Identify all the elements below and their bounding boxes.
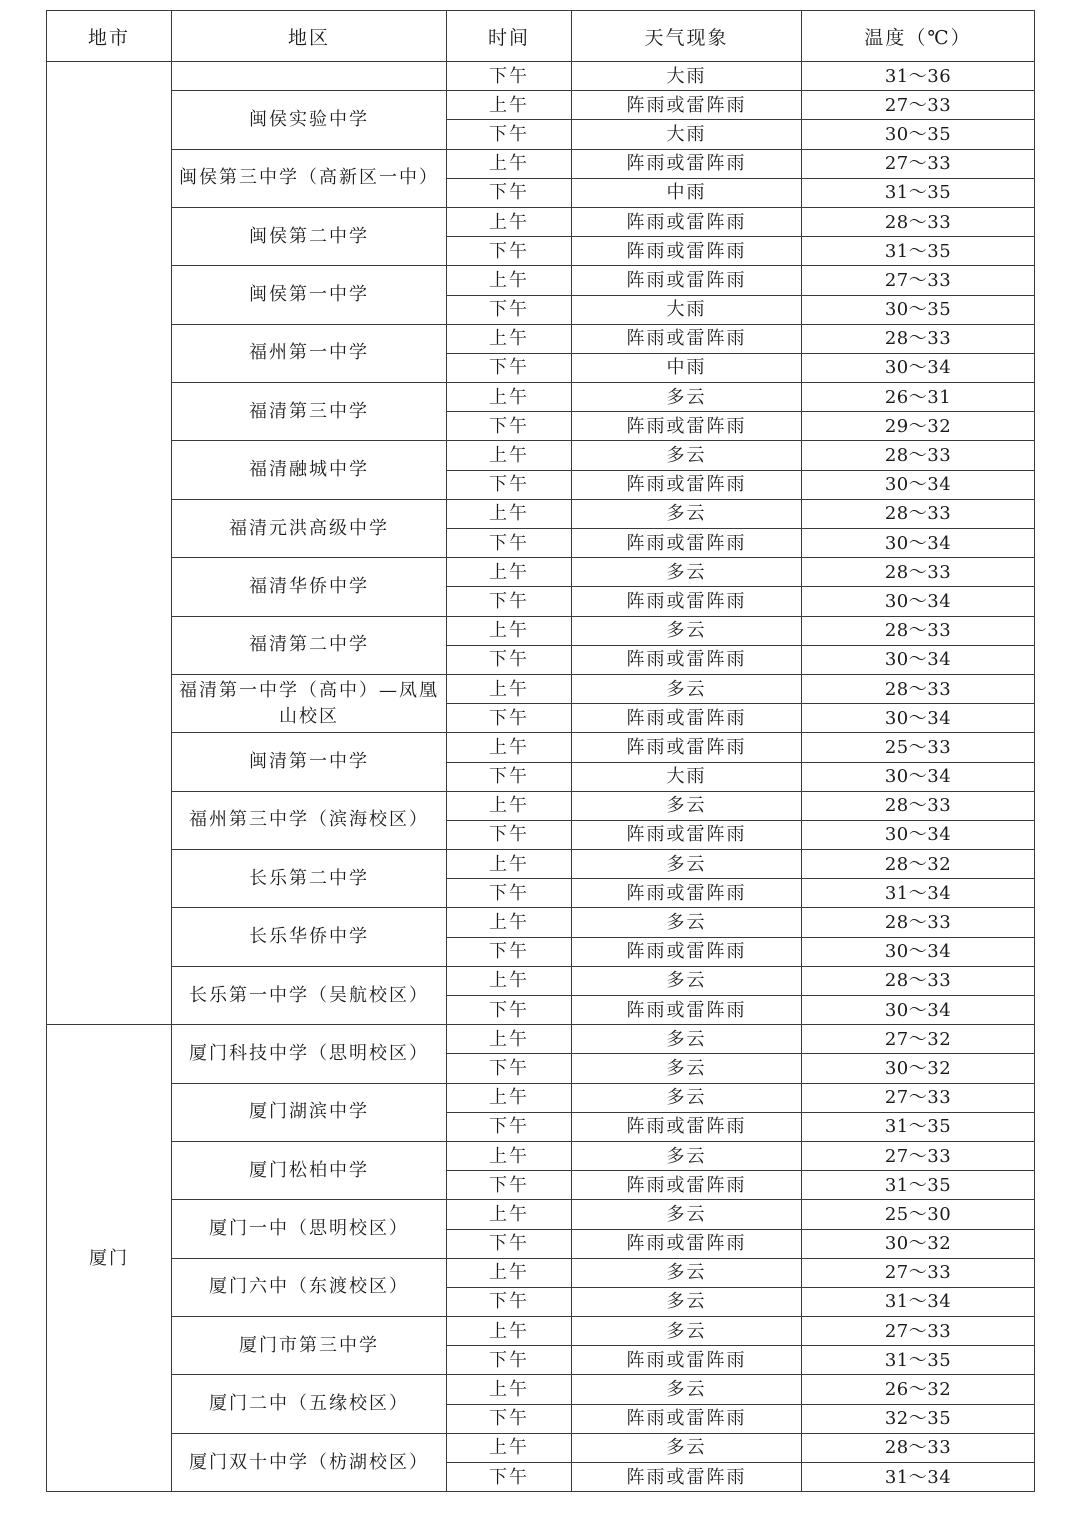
table-body [47,62,1035,1492]
time-cell: 下午 [447,1112,572,1141]
time-cell: 上午 [447,558,572,587]
weather-cell: 阵雨或雷阵雨 [572,937,802,966]
temperature-cell: 28～33 [802,441,1035,470]
temperature-cell: 27～33 [802,1141,1035,1170]
temperature-cell: 28～33 [802,674,1035,703]
time-cell: 下午 [447,470,572,499]
weather-cell: 阵雨或雷阵雨 [572,1404,802,1433]
temperature-cell: 27～33 [802,1083,1035,1112]
temperature-cell: 30～34 [802,529,1035,558]
time-cell: 上午 [447,908,572,937]
weather-cell: 阵雨或雷阵雨 [572,820,802,849]
time-cell: 上午 [447,674,572,703]
weather-cell: 多云 [572,674,802,703]
region-cell: 厦门二中（五缘校区） [172,1375,447,1433]
temperature-cell: 28～33 [802,324,1035,353]
table-row [47,850,1035,879]
time-cell: 下午 [447,529,572,558]
weather-cell: 多云 [572,1200,802,1229]
weather-cell: 大雨 [572,120,802,149]
weather-cell: 阵雨或雷阵雨 [572,237,802,266]
weather-cell: 多云 [572,616,802,645]
temperature-cell: 30～34 [802,704,1035,733]
weather-cell: 大雨 [572,762,802,791]
table-row [47,91,1035,120]
temperature-cell: 31～35 [802,237,1035,266]
temperature-cell: 28～33 [802,616,1035,645]
weather-cell: 多云 [572,499,802,528]
weather-cell: 阵雨或雷阵雨 [572,324,802,353]
time-cell: 上午 [447,1375,572,1404]
city-cell [47,62,172,1025]
region-cell: 长乐第二中学 [172,850,447,908]
time-cell: 下午 [447,120,572,149]
header-region: 地区 [172,11,447,62]
weather-cell: 多云 [572,1375,802,1404]
table-row [47,1200,1035,1229]
region-cell: 闽侯第一中学 [172,266,447,324]
table-row [47,674,1035,703]
table-row [47,908,1035,937]
temperature-cell: 31～34 [802,1287,1035,1316]
time-cell: 下午 [447,1229,572,1258]
temperature-cell: 31～35 [802,1346,1035,1375]
weather-cell: 多云 [572,1054,802,1083]
region-cell [172,62,447,91]
weather-cell: 多云 [572,441,802,470]
temperature-cell: 28～33 [802,558,1035,587]
time-cell: 上午 [447,383,572,412]
temperature-cell: 30～34 [802,996,1035,1025]
weather-cell: 多云 [572,1141,802,1170]
weather-cell: 多云 [572,1317,802,1346]
time-cell: 上午 [447,149,572,178]
table-row [47,266,1035,295]
temperature-cell: 27～33 [802,149,1035,178]
temperature-cell: 26～31 [802,383,1035,412]
weather-table-container [46,10,1035,1492]
header-city: 地市 [47,11,172,62]
table-row [47,791,1035,820]
weather-cell: 阵雨或雷阵雨 [572,733,802,762]
temperature-cell: 30～34 [802,762,1035,791]
weather-cell: 阵雨或雷阵雨 [572,470,802,499]
table-row [47,1317,1035,1346]
table-row [47,1025,1035,1054]
weather-cell: 阵雨或雷阵雨 [572,529,802,558]
temperature-cell: 31～35 [802,178,1035,207]
time-cell: 下午 [447,1054,572,1083]
region-cell: 福清第一中学（高中）—凤凰山校区 [172,674,447,732]
header-temp: 温度（℃） [802,11,1035,62]
weather-cell: 阵雨或雷阵雨 [572,1346,802,1375]
table-row [47,383,1035,412]
region-cell: 厦门科技中学（思明校区） [172,1025,447,1083]
weather-cell: 阵雨或雷阵雨 [572,1229,802,1258]
weather-cell: 多云 [572,1083,802,1112]
region-cell: 福州第三中学（滨海校区） [172,791,447,849]
weather-cell: 阵雨或雷阵雨 [572,149,802,178]
weather-cell: 多云 [572,908,802,937]
region-cell: 长乐华侨中学 [172,908,447,966]
temperature-cell: 27～33 [802,266,1035,295]
header-row [47,11,1035,62]
time-cell: 下午 [447,645,572,674]
weather-cell: 阵雨或雷阵雨 [572,996,802,1025]
temperature-cell: 30～34 [802,470,1035,499]
weather-cell: 多云 [572,791,802,820]
header-weather: 天气现象 [572,11,802,62]
region-cell: 长乐第一中学（吴航校区） [172,966,447,1024]
region-cell: 闽侯实验中学 [172,91,447,149]
weather-cell: 多云 [572,1258,802,1287]
temperature-cell: 31～36 [802,62,1035,91]
region-cell: 闽侯第二中学 [172,207,447,265]
time-cell: 上午 [447,1258,572,1287]
table-row [47,966,1035,995]
temperature-cell: 29～32 [802,412,1035,441]
region-cell: 厦门湖滨中学 [172,1083,447,1141]
temperature-cell: 27～33 [802,1317,1035,1346]
city-cell: 厦门 [47,1025,172,1492]
time-cell: 上午 [447,791,572,820]
temperature-cell: 27～32 [802,1025,1035,1054]
table-row [47,62,1035,91]
region-cell: 厦门市第三中学 [172,1317,447,1375]
weather-cell: 阵雨或雷阵雨 [572,704,802,733]
temperature-cell: 27～33 [802,91,1035,120]
weather-cell: 中雨 [572,353,802,382]
region-cell: 福清第三中学 [172,383,447,441]
temperature-cell: 30～34 [802,820,1035,849]
region-cell: 厦门六中（东渡校区） [172,1258,447,1316]
header-time: 时间 [447,11,572,62]
weather-cell: 多云 [572,1025,802,1054]
time-cell: 下午 [447,353,572,382]
time-cell: 上午 [447,1200,572,1229]
table-row [47,1258,1035,1287]
weather-cell: 多云 [572,1433,802,1462]
table-row [47,558,1035,587]
temperature-cell: 28～33 [802,908,1035,937]
time-cell: 下午 [447,937,572,966]
time-cell: 上午 [447,1025,572,1054]
temperature-cell: 30～34 [802,937,1035,966]
weather-cell: 阵雨或雷阵雨 [572,587,802,616]
temperature-cell: 31～35 [802,1112,1035,1141]
temperature-cell: 28～33 [802,966,1035,995]
time-cell: 下午 [447,237,572,266]
time-cell: 下午 [447,762,572,791]
region-cell: 厦门双十中学（枋湖校区） [172,1433,447,1491]
temperature-cell: 31～34 [802,879,1035,908]
temperature-cell: 31～34 [802,1463,1035,1492]
time-cell: 下午 [447,879,572,908]
time-cell: 上午 [447,499,572,528]
temperature-cell: 28～33 [802,499,1035,528]
region-cell: 厦门松柏中学 [172,1141,447,1199]
table-row [47,207,1035,236]
region-cell: 厦门一中（思明校区） [172,1200,447,1258]
temperature-cell: 30～34 [802,353,1035,382]
time-cell: 上午 [447,733,572,762]
time-cell: 上午 [447,616,572,645]
time-cell: 上午 [447,850,572,879]
table-row [47,1375,1035,1404]
table-row [47,499,1035,528]
time-cell: 下午 [447,1404,572,1433]
table-row [47,733,1035,762]
region-cell: 福清元洪高级中学 [172,499,447,557]
region-cell: 闽侯第三中学（高新区一中） [172,149,447,207]
table-row [47,616,1035,645]
time-cell: 下午 [447,1463,572,1492]
temperature-cell: 30～32 [802,1229,1035,1258]
time-cell: 上午 [447,207,572,236]
temperature-cell: 30～35 [802,295,1035,324]
region-cell: 福清融城中学 [172,441,447,499]
temperature-cell: 31～35 [802,1171,1035,1200]
time-cell: 上午 [447,1317,572,1346]
time-cell: 下午 [447,704,572,733]
weather-cell: 多云 [572,850,802,879]
region-cell: 福清第二中学 [172,616,447,674]
temperature-cell: 28～32 [802,850,1035,879]
weather-cell: 多云 [572,1287,802,1316]
weather-cell: 阵雨或雷阵雨 [572,1112,802,1141]
weather-cell: 阵雨或雷阵雨 [572,207,802,236]
table-row [47,1083,1035,1112]
time-cell: 下午 [447,178,572,207]
table-row [47,324,1035,353]
temperature-cell: 30～32 [802,1054,1035,1083]
region-cell: 福州第一中学 [172,324,447,382]
weather-cell: 多云 [572,558,802,587]
time-cell: 下午 [447,1346,572,1375]
weather-table [46,10,1035,1492]
time-cell: 下午 [447,996,572,1025]
temperature-cell: 26～32 [802,1375,1035,1404]
time-cell: 上午 [447,441,572,470]
time-cell: 上午 [447,91,572,120]
weather-cell: 阵雨或雷阵雨 [572,645,802,674]
weather-cell: 多云 [572,383,802,412]
weather-cell: 阵雨或雷阵雨 [572,1171,802,1200]
temperature-cell: 30～34 [802,587,1035,616]
weather-cell: 阵雨或雷阵雨 [572,91,802,120]
time-cell: 下午 [447,295,572,324]
table-row [47,441,1035,470]
weather-cell: 多云 [572,966,802,995]
table-row [47,1141,1035,1170]
temperature-cell: 28～33 [802,207,1035,236]
weather-cell: 阵雨或雷阵雨 [572,412,802,441]
temperature-cell: 32～35 [802,1404,1035,1433]
temperature-cell: 28～33 [802,791,1035,820]
time-cell: 下午 [447,1171,572,1200]
weather-cell: 阵雨或雷阵雨 [572,1463,802,1492]
temperature-cell: 25～30 [802,1200,1035,1229]
weather-cell: 阵雨或雷阵雨 [572,879,802,908]
weather-cell: 大雨 [572,295,802,324]
time-cell: 下午 [447,1287,572,1316]
weather-cell: 大雨 [572,62,802,91]
temperature-cell: 27～33 [802,1258,1035,1287]
weather-cell: 阵雨或雷阵雨 [572,266,802,295]
time-cell: 上午 [447,266,572,295]
temperature-cell: 28～33 [802,1433,1035,1462]
region-cell: 闽清第一中学 [172,733,447,791]
weather-cell: 中雨 [572,178,802,207]
time-cell: 下午 [447,820,572,849]
table-row [47,149,1035,178]
table-row [47,1433,1035,1462]
time-cell: 上午 [447,1083,572,1112]
temperature-cell: 30～34 [802,645,1035,674]
time-cell: 上午 [447,966,572,995]
temperature-cell: 30～35 [802,120,1035,149]
time-cell: 上午 [447,1141,572,1170]
time-cell: 下午 [447,412,572,441]
time-cell: 下午 [447,587,572,616]
time-cell: 下午 [447,62,572,91]
time-cell: 上午 [447,324,572,353]
temperature-cell: 25～33 [802,733,1035,762]
region-cell: 福清华侨中学 [172,558,447,616]
time-cell: 上午 [447,1433,572,1462]
